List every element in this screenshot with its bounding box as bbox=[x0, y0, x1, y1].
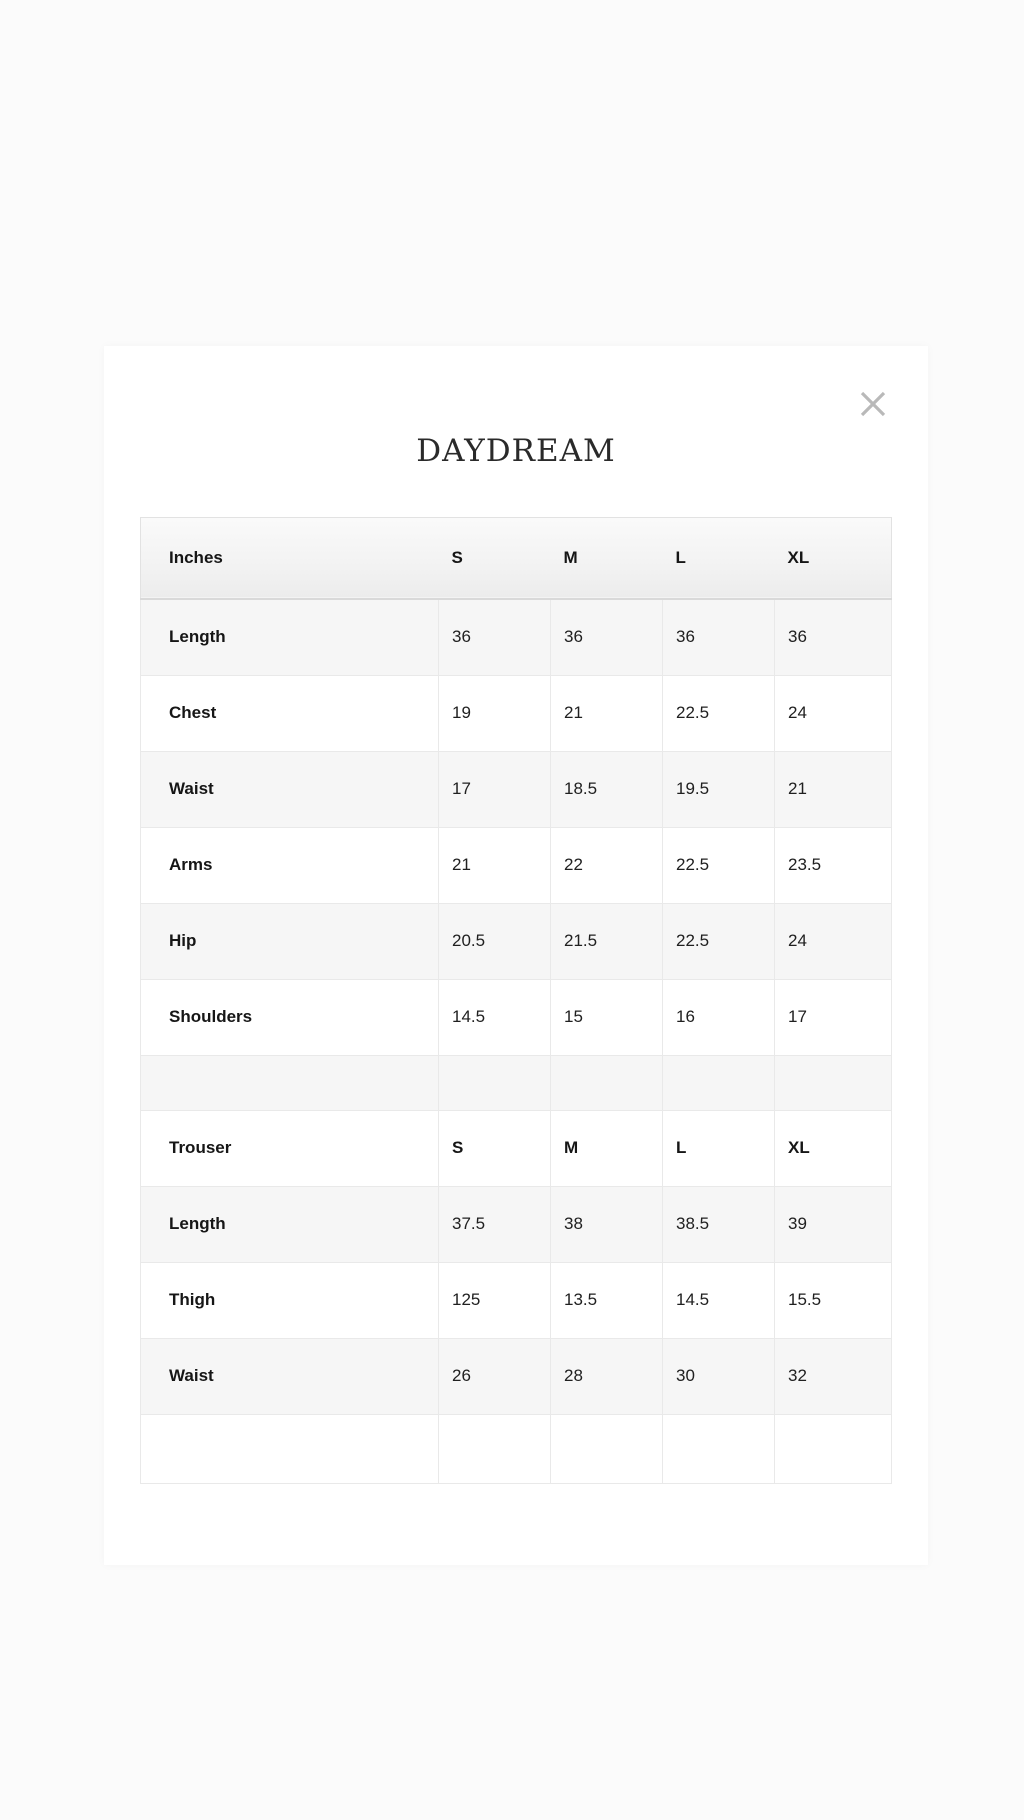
value-cell: 19 bbox=[439, 675, 551, 751]
empty-cell bbox=[141, 1414, 439, 1483]
value-cell: 18.5 bbox=[551, 751, 663, 827]
header-cell-l: L bbox=[663, 517, 775, 599]
row-label: Trouser bbox=[141, 1110, 439, 1186]
value-cell: 30 bbox=[663, 1338, 775, 1414]
value-cell: 22.5 bbox=[663, 675, 775, 751]
value-cell: 37.5 bbox=[439, 1186, 551, 1262]
table-row-thigh bbox=[141, 1262, 892, 1338]
row-label: Length bbox=[141, 599, 439, 676]
value-cell: 39 bbox=[775, 1186, 892, 1262]
value-cell: 36 bbox=[775, 599, 892, 676]
subheader-cell: L bbox=[663, 1110, 775, 1186]
value-cell: 24 bbox=[775, 903, 892, 979]
empty-cell bbox=[141, 1055, 439, 1110]
table-row-chest bbox=[141, 675, 892, 751]
empty-cell bbox=[663, 1055, 775, 1110]
value-cell: 125 bbox=[439, 1262, 551, 1338]
header-cell-s: S bbox=[439, 517, 551, 599]
close-icon bbox=[858, 389, 888, 419]
value-cell: 36 bbox=[439, 599, 551, 676]
value-cell: 15 bbox=[551, 979, 663, 1055]
size-chart-table bbox=[140, 517, 892, 1484]
table-spacer-row bbox=[141, 1055, 892, 1110]
value-cell: 16 bbox=[663, 979, 775, 1055]
value-cell: 14.5 bbox=[663, 1262, 775, 1338]
row-label: Waist bbox=[141, 751, 439, 827]
row-label: Waist bbox=[141, 1338, 439, 1414]
value-cell: 22.5 bbox=[663, 827, 775, 903]
empty-cell bbox=[439, 1055, 551, 1110]
table-header-row bbox=[141, 517, 892, 599]
value-cell: 20.5 bbox=[439, 903, 551, 979]
value-cell: 38 bbox=[551, 1186, 663, 1262]
table-row-length bbox=[141, 599, 892, 676]
value-cell: 24 bbox=[775, 675, 892, 751]
value-cell: 17 bbox=[775, 979, 892, 1055]
empty-cell bbox=[775, 1414, 892, 1483]
value-cell: 36 bbox=[551, 599, 663, 676]
value-cell: 32 bbox=[775, 1338, 892, 1414]
subheader-cell: XL bbox=[775, 1110, 892, 1186]
table-bottom-spacer-row bbox=[141, 1414, 892, 1483]
header-cell-m: M bbox=[551, 517, 663, 599]
size-chart-modal bbox=[104, 346, 928, 1565]
value-cell: 22 bbox=[551, 827, 663, 903]
empty-cell bbox=[551, 1414, 663, 1483]
value-cell: 21 bbox=[439, 827, 551, 903]
table-row-trouser-header bbox=[141, 1110, 892, 1186]
value-cell: 21.5 bbox=[551, 903, 663, 979]
value-cell: 38.5 bbox=[663, 1186, 775, 1262]
subheader-cell: S bbox=[439, 1110, 551, 1186]
subheader-cell: M bbox=[551, 1110, 663, 1186]
row-label: Thigh bbox=[141, 1262, 439, 1338]
table-row-arms bbox=[141, 827, 892, 903]
value-cell: 26 bbox=[439, 1338, 551, 1414]
close-button[interactable] bbox=[857, 388, 889, 420]
value-cell: 21 bbox=[775, 751, 892, 827]
empty-cell bbox=[439, 1414, 551, 1483]
row-label: Length bbox=[141, 1186, 439, 1262]
row-label: Arms bbox=[141, 827, 439, 903]
empty-cell bbox=[663, 1414, 775, 1483]
row-label: Hip bbox=[141, 903, 439, 979]
table-row-trouser-waist bbox=[141, 1338, 892, 1414]
value-cell: 23.5 bbox=[775, 827, 892, 903]
empty-cell bbox=[775, 1055, 892, 1110]
value-cell: 36 bbox=[663, 599, 775, 676]
value-cell: 28 bbox=[551, 1338, 663, 1414]
value-cell: 14.5 bbox=[439, 979, 551, 1055]
value-cell: 21 bbox=[551, 675, 663, 751]
header-cell-inches: Inches bbox=[141, 517, 439, 599]
value-cell: 19.5 bbox=[663, 751, 775, 827]
row-label: Chest bbox=[141, 675, 439, 751]
table-row-hip bbox=[141, 903, 892, 979]
page-title: DAYDREAM bbox=[416, 433, 616, 469]
table-row-shoulders bbox=[141, 979, 892, 1055]
header-cell-xl: XL bbox=[775, 517, 892, 599]
table-row-waist bbox=[141, 751, 892, 827]
value-cell: 17 bbox=[439, 751, 551, 827]
empty-cell bbox=[551, 1055, 663, 1110]
value-cell: 22.5 bbox=[663, 903, 775, 979]
value-cell: 15.5 bbox=[775, 1262, 892, 1338]
value-cell: 13.5 bbox=[551, 1262, 663, 1338]
table-row-trouser-length bbox=[141, 1186, 892, 1262]
row-label: Shoulders bbox=[141, 979, 439, 1055]
